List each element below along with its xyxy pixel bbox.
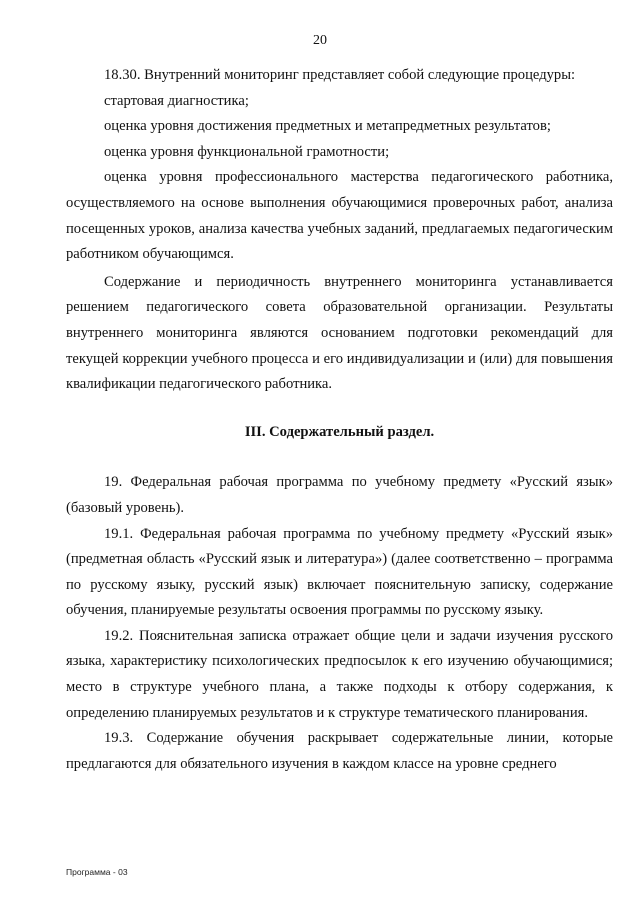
list-item: оценка уровня функциональной грамотности; (104, 143, 390, 160)
list-item: стартовая диагностика; (104, 92, 249, 109)
paragraph-19-1: 19.1. Федеральная рабочая программа по учебному предмету «Русский язык» (предметная область «Русский язык и литература») (далее соответственно – программа по русскому языку, русский язык) включает пояснительную записку, содержание обучения, планируемые результаты освоения программы по русскому языку. (66, 525, 613, 619)
paragraph-19-2: 19.2. Пояснительная записка отражает общие цели и задачи изучения русского языка, характеристику психологических предпосылок к его изучению обучающимися; место в структуре учебного плана, а также подходы к отбору содержания, к определению планируемых результатов и к структуре тематического планирования. (66, 627, 613, 721)
page-content (66, 63, 613, 777)
paragraph-19: 19. Федеральная рабочая программа по учебному предмету «Русский язык» (базовый уровень). (66, 474, 613, 516)
section-18-30-intro: 18.30. Внутренний мониторинг представляет собой следующие процедуры: (104, 67, 576, 83)
list-item: оценка уровня профессионального мастерства педагогического работника, осуществляемого на основе выполнения обучающимися проверочных работ, анализа посещенных уроков, анализа качества учебных заданий, предлагаемых педагогическим работником обучающимся. (66, 169, 613, 263)
list-item: оценка уровня достижения предметных и метапредметных результатов; (104, 118, 551, 135)
monitoring-paragraph: Содержание и периодичность внутреннего мониторинга устанавливается решением педагогического совета образовательной организации. Результаты внутреннего мониторинга являются основанием подготовки рекомендаций для текущей коррекции учебного процесса и его индивидуализации и (или) для повышения квалификации педагогического работника. (66, 273, 613, 393)
section-heading: III. Содержательный раздел. (244, 423, 435, 440)
paragraph-19-3: 19.3. Содержание обучения раскрывает содержательные линии, которые предлагаются для обязательного изучения в каждом классе на уровне среднего (66, 730, 613, 772)
page-number: 20 (313, 33, 327, 48)
footer-label: Программа - 03 (66, 867, 128, 877)
